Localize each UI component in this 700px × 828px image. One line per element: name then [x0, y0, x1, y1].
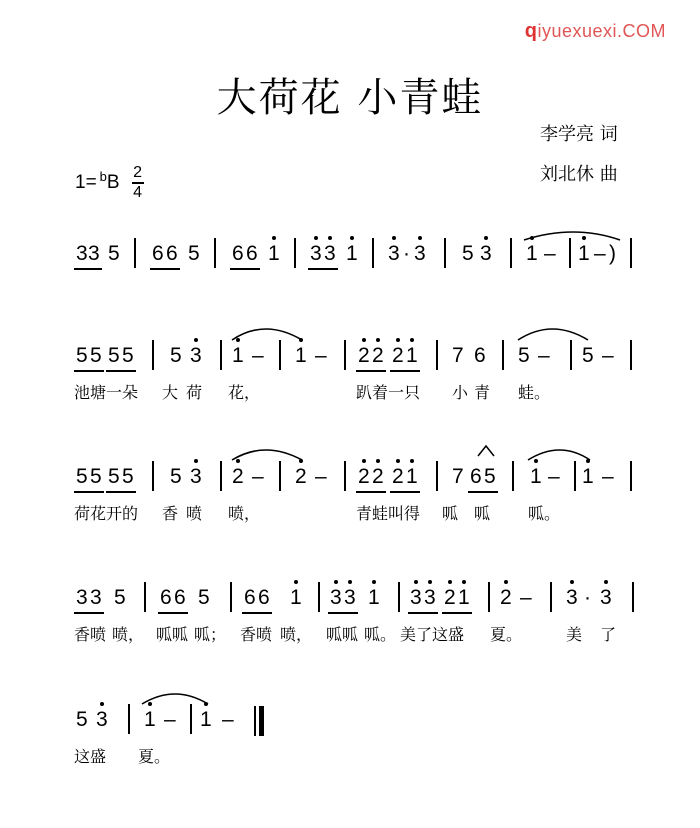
note-token: 3	[480, 242, 492, 265]
note-token: 5	[198, 586, 210, 609]
note-token: 1	[406, 465, 418, 488]
slur-arc	[142, 694, 208, 704]
note-token: 1	[458, 586, 470, 609]
note-token: –	[548, 465, 560, 488]
note-token: 5	[108, 242, 120, 265]
note-token: 6	[244, 586, 256, 609]
lyric-text: 池塘一朵	[74, 383, 139, 402]
note-token: 5	[462, 242, 474, 265]
note-token: 1	[526, 242, 538, 265]
note-token: 3	[90, 586, 102, 609]
note-token: –	[252, 465, 264, 488]
note-token: 5	[90, 465, 102, 488]
lyric-text: 荷花开的	[74, 504, 139, 523]
note-token: 3	[414, 242, 426, 265]
watermark-q: q	[524, 20, 538, 42]
note-token: 5	[76, 708, 88, 731]
note-token: 6	[232, 242, 244, 265]
note-token: 6	[246, 242, 258, 265]
lyric-text: 了	[600, 625, 617, 644]
slur-arc	[232, 450, 302, 460]
lyric-text: 花，	[228, 383, 261, 402]
lyric-text: 青蛙叫得	[356, 504, 421, 523]
note-token: 2	[392, 344, 404, 367]
note-token: 6	[258, 586, 270, 609]
meter-top: 2	[133, 164, 143, 181]
song-title: 大荷花 小青蛙	[216, 75, 484, 121]
note-token: 1	[268, 242, 280, 265]
lyric-text: 美	[566, 625, 583, 644]
note-token: 3	[76, 242, 88, 265]
note-token: 1	[346, 242, 358, 265]
note-token: 1	[530, 465, 542, 488]
note-token: 5	[188, 242, 200, 265]
note-token: 5	[170, 465, 182, 488]
lyric-text: 香喷	[240, 625, 273, 644]
note-token: ·	[403, 242, 410, 265]
note-token: –	[315, 344, 327, 367]
note-token: –	[602, 465, 614, 488]
composer-credit: 刘北休 曲	[540, 164, 618, 185]
note-token: 5	[122, 344, 134, 367]
lyric-text: 呱呱	[326, 625, 359, 644]
key-note: B	[106, 171, 120, 193]
note-token: 5	[108, 465, 120, 488]
lyric-text: 香	[162, 504, 179, 523]
note-token: 3	[424, 586, 436, 609]
note-token: 2	[372, 344, 384, 367]
note-token: 5	[170, 344, 182, 367]
note-token: 6	[174, 586, 186, 609]
note-token: 7	[452, 465, 464, 488]
fermata-mark	[478, 446, 494, 456]
lyric-text: 喷	[186, 504, 203, 523]
note-token: 3	[388, 242, 400, 265]
lyric-text: 趴着一只	[356, 383, 421, 402]
note-token: ·	[584, 586, 591, 609]
note-token: –	[544, 242, 556, 265]
note-token: 2	[372, 465, 384, 488]
note-token: 1	[406, 344, 418, 367]
lyric-text: 呱。	[364, 625, 397, 644]
lyric-text: 荷	[186, 383, 203, 402]
note-token: –	[602, 344, 614, 367]
note-token: 3	[566, 586, 578, 609]
note-token: 3	[88, 242, 100, 265]
note-token: 5	[108, 344, 120, 367]
note-token: 5	[114, 586, 126, 609]
note-token: 1	[368, 586, 380, 609]
note-token: –	[520, 586, 532, 609]
lyric-text: 香喷	[74, 625, 107, 644]
slur-arc	[518, 329, 588, 340]
flat-sign: b	[99, 169, 107, 185]
lyric-text: 夏。	[490, 625, 523, 644]
slur-arc	[524, 232, 620, 240]
note-token: 5	[76, 344, 88, 367]
note-token: 6	[160, 586, 172, 609]
note-token: –	[252, 344, 264, 367]
lyric-text: 呱；	[194, 625, 227, 644]
note-token: 2	[295, 465, 307, 488]
note-token: 3	[96, 708, 108, 731]
watermark-text: iyuexuexi.COM	[537, 21, 666, 41]
note-token: –	[222, 708, 234, 731]
note-token: 3	[344, 586, 356, 609]
note-token: )	[609, 242, 616, 265]
lyric-text: 小	[452, 383, 469, 402]
note-token: 2	[232, 465, 244, 488]
lyricist-credit: 李学亮 词	[540, 124, 618, 145]
note-token: 3	[190, 465, 202, 488]
note-token: 5	[484, 465, 496, 488]
note-token: 6	[470, 465, 482, 488]
note-token: 2	[500, 586, 512, 609]
note-token: 2	[358, 465, 370, 488]
slur-arc	[232, 329, 302, 340]
note-token: 5	[122, 465, 134, 488]
lyric-text: 蛙。	[518, 383, 551, 402]
lyric-text: 美了这盛	[400, 625, 465, 644]
note-token: 1	[290, 586, 302, 609]
note-token: 2	[392, 465, 404, 488]
note-token: 5	[518, 344, 530, 367]
lyric-text: 这盛	[74, 747, 107, 766]
note-token: 3	[310, 242, 322, 265]
note-token: 2	[444, 586, 456, 609]
lyric-text: 夏。	[138, 747, 171, 766]
lyric-text: 呱	[474, 504, 491, 523]
note-token: 2	[358, 344, 370, 367]
note-token: 5	[582, 344, 594, 367]
note-token: 1	[232, 344, 244, 367]
note-token: 1	[200, 708, 212, 731]
note-token: 6	[152, 242, 164, 265]
meter-bottom: 4	[133, 183, 143, 201]
note-token: 1	[582, 465, 594, 488]
note-token: 6	[166, 242, 178, 265]
lyric-text: 青	[474, 383, 491, 402]
lyric-text: 呱。	[528, 504, 561, 523]
note-token: 6	[474, 344, 486, 367]
lyric-text: 呱	[442, 504, 459, 523]
note-token: –	[164, 708, 176, 731]
note-token: 1	[295, 344, 307, 367]
note-token: 1	[578, 242, 590, 265]
slur-arc	[528, 450, 590, 460]
note-token: 3	[410, 586, 422, 609]
note-token: –	[594, 242, 606, 265]
note-token: 5	[90, 344, 102, 367]
lyric-text: 呱呱	[156, 625, 189, 644]
note-token: 3	[324, 242, 336, 265]
note-token: –	[315, 465, 327, 488]
key-label: 1=	[75, 171, 97, 193]
note-token: 3	[330, 586, 342, 609]
note-token: 3	[76, 586, 88, 609]
note-token: –	[538, 344, 550, 367]
note-token: 3	[600, 586, 612, 609]
lyric-text: 喷，	[112, 625, 145, 644]
note-token: 5	[76, 465, 88, 488]
lyric-text: 喷，	[228, 504, 261, 523]
lyric-text: 喷，	[280, 625, 313, 644]
lyric-text: 大	[162, 383, 179, 402]
note-token: 1	[144, 708, 156, 731]
note-token: 3	[190, 344, 202, 367]
note-token: 7	[452, 344, 464, 367]
